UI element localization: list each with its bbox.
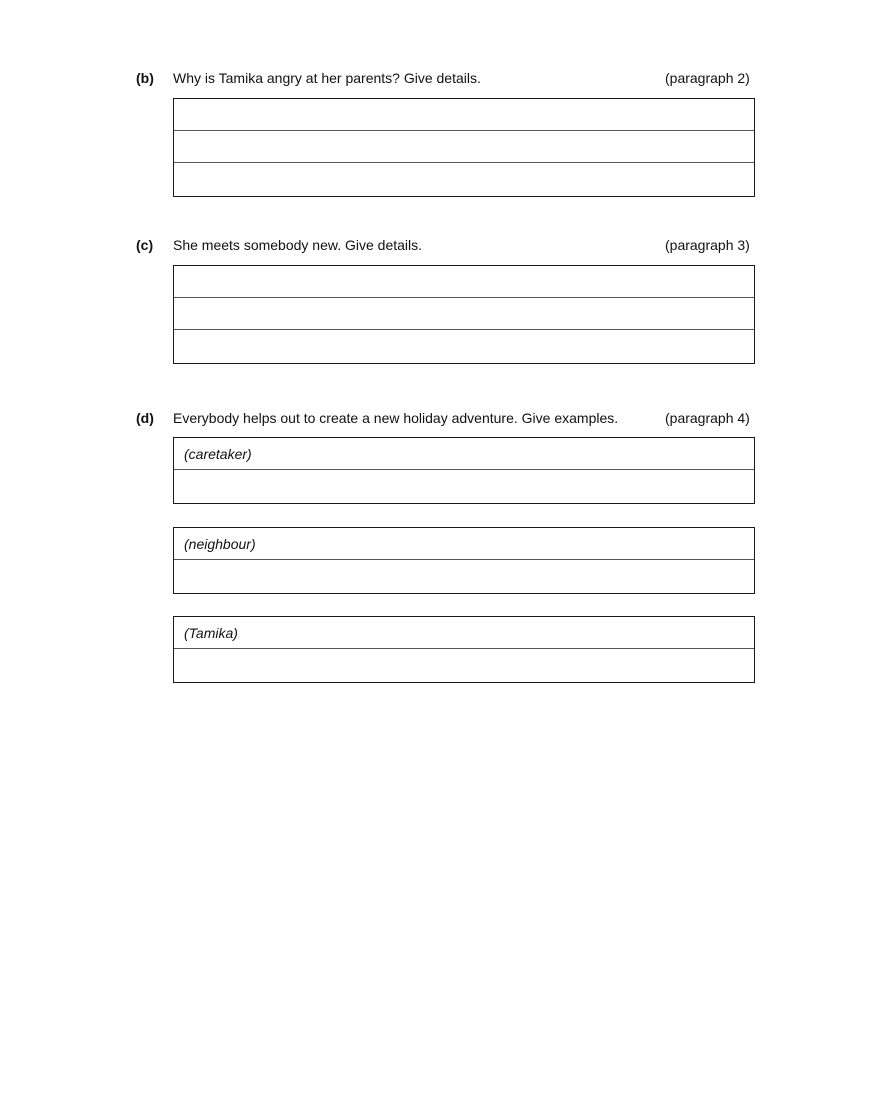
answer-box-c [173,265,755,364]
answer-line[interactable] [174,330,754,362]
paragraph-reference: (paragraph 4) [665,410,750,426]
question-letter: (c) [136,237,154,253]
question-d [0,408,892,428]
answer-line[interactable] [174,163,754,195]
question-c [0,235,892,255]
answer-line[interactable] [174,649,754,681]
answer-box-caretaker [173,437,755,504]
answer-line[interactable] [174,470,754,502]
answer-line[interactable] [174,99,754,131]
question-letter: (d) [136,410,154,426]
paragraph-reference: (paragraph 3) [665,237,750,253]
answer-line[interactable] [174,298,754,330]
answer-box-b [173,98,755,197]
hint-label: (caretaker) [184,446,252,462]
paragraph-reference: (paragraph 2) [665,70,750,86]
answer-line-hint[interactable] [174,438,754,470]
question-text: Why is Tamika angry at her parents? Give details. [173,70,481,86]
answer-line-hint[interactable] [174,617,754,649]
answer-line[interactable] [174,131,754,163]
question-text: Everybody helps out to create a new holiday adventure. Give examples. [173,410,619,426]
question-b [0,68,892,88]
answer-line-hint[interactable] [174,528,754,560]
answer-box-tamika [173,616,755,683]
question-letter: (b) [136,70,154,86]
hint-label: (neighbour) [184,536,256,552]
hint-label: (Tamika) [184,625,238,641]
answer-line[interactable] [174,266,754,298]
answer-box-neighbour [173,527,755,594]
question-text: She meets somebody new. Give details. [173,237,423,253]
answer-line[interactable] [174,560,754,592]
